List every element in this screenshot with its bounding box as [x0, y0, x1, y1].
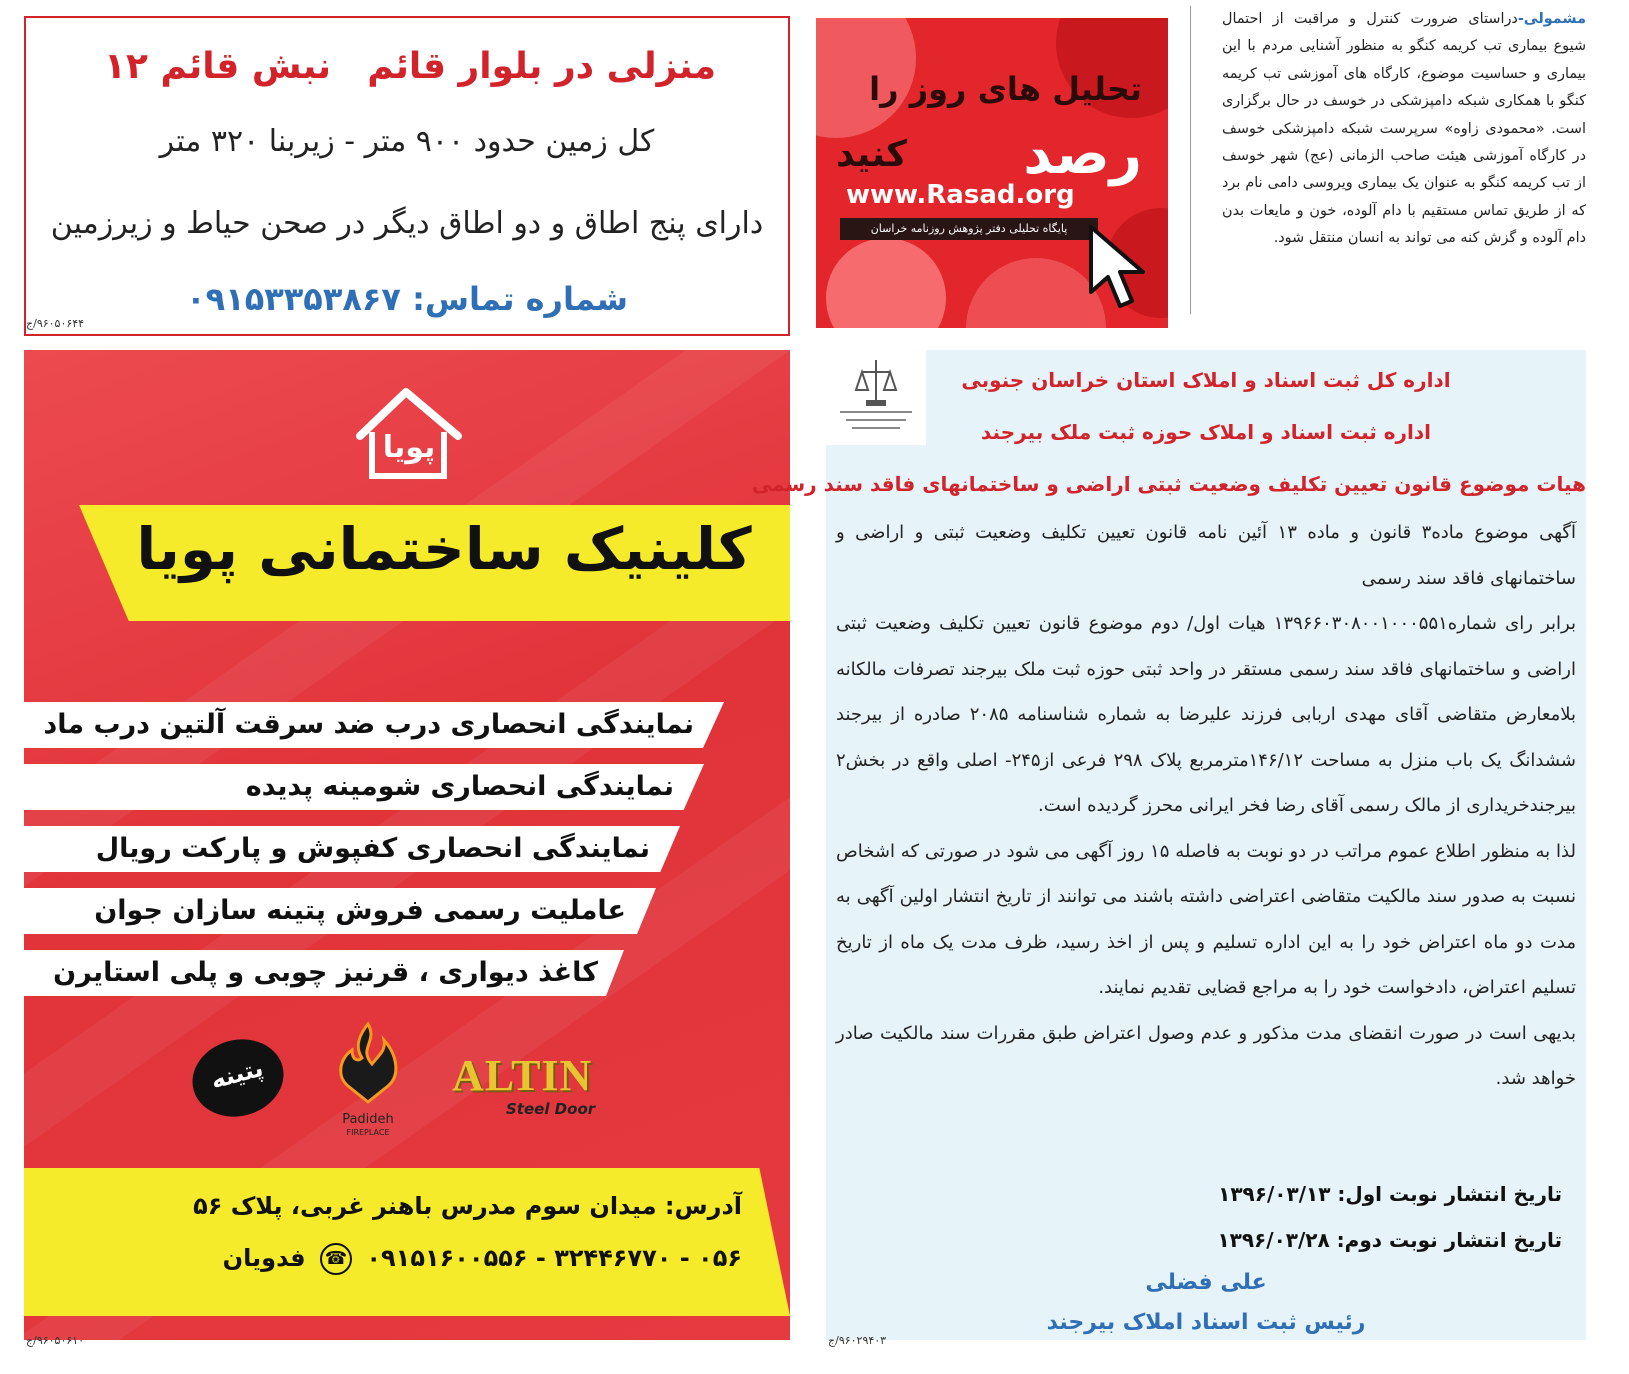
news-keyword: مشمولی-	[1517, 11, 1586, 27]
pooya-title: کلینیک ساختمانی پویا	[136, 515, 752, 583]
fireplace-flame-icon	[328, 1020, 408, 1110]
rasad-strip: پایگاه تحلیلی دفتر پژوهش روزنامه خراسان	[840, 218, 1098, 240]
patineh-logo	[184, 1029, 293, 1126]
news-text: دراستای ضرورت کنترل و مراقبت از احتمال شیوع بیماری تب کریمه کنگو به منظور آشنایی مردم با این بیماری و حساسیت موضوع، کارگاه های آموزشی تب کریمه کنگو با همکاری شبکه دامپزشکی در خوسف در حال برگزاری است. «محمودی زاوه» سرپرست شبکه دامپزشکی خوسف در کارگاه آموزشی هیئت صاحب الزمانی (عج) شهر خوسف از تب کریمه کنگو به عنوان یک بیماری ویروسی دامی نام برد که از طریق تماس مستقیم با دام آلوده، خون و مایعات بدن دام آلوده و گزش کنه می تواند به انسان منتقل شود.	[1222, 11, 1586, 247]
padideh-logo-sub: FIREPLACE	[346, 1128, 390, 1137]
notice-body	[836, 510, 1576, 1102]
column-divider	[1190, 6, 1191, 314]
rasad-word-suffix: کنید	[836, 134, 908, 175]
notice-paragraph: بدیهی است در صورت انقضای مدت مذکور و عدم وصول اعتراض طبق مقررات سند مالکیت صادر خواهد شد.	[836, 1022, 1576, 1089]
pooya-phones: ۰۵۶ - ۳۲۴۴۶۷۷۰ - ۰۹۱۵۱۶۰۰۵۵۶	[366, 1244, 742, 1272]
house-ad-area-line: کل زمین حدود ۹۰۰ متر - زیربنا ۳۲۰ متر	[159, 124, 655, 159]
notice-header-1: اداره کل ثبت اسناد و املاک استان خراسان جنوبی	[961, 368, 1451, 392]
pooya-ad	[24, 350, 790, 1340]
rasad-url[interactable]: www.Rasad.org	[846, 180, 1075, 210]
rasad-banner[interactable]	[816, 18, 1168, 328]
patineh-logo-text: پتینه	[207, 1053, 267, 1095]
service-item: کاغذ دیواری ، قرنیز چوبی و پلی استایرن	[53, 957, 598, 988]
mouse-pointer-icon	[1086, 222, 1156, 312]
registry-notice	[751, 350, 1586, 1340]
house-ad-title-location: منزلی در بلوار قائم	[367, 46, 716, 87]
pooya-contact-line	[223, 1243, 742, 1275]
news-item	[1222, 6, 1586, 302]
notice-code: ۹۶۰۲۹۴۰۳/ج	[828, 1334, 887, 1347]
service-item: نمایندگی انحصاری کفپوش و پارکت رویال	[95, 833, 650, 864]
pooya-ad-code: ۹۶۰۵۰۶۱۰/ج	[26, 1334, 85, 1347]
rasad-tagline: تحلیل های روز را	[869, 70, 1142, 108]
pooya-address: آدرس: میدان سوم مدرس باهنر غربی، پلاک ۵۶	[193, 1192, 742, 1220]
service-item: نمایندگی انحصاری شومینه پدیده	[245, 771, 674, 802]
house-ad-phone: شماره تماس: ۰۹۱۵۳۳۵۳۸۶۷	[186, 280, 628, 318]
phone-icon: ☎	[320, 1243, 352, 1275]
notice-signer-title: رئیس ثبت اسناد املاک بیرجند	[1046, 1310, 1366, 1335]
pooya-name: فدویان	[222, 1244, 306, 1272]
house-ad-code: ۹۶۰۵۰۶۴۴/ج	[26, 317, 85, 330]
pooya-logo-text: پویا	[382, 430, 436, 465]
house-ad-rooms-line: دارای پنج اطاق و دو اطاق دیگر در صحن حیاط و زیرزمین	[50, 206, 764, 241]
house-ad-title-corner: نبش قائم ۱۲	[104, 46, 331, 87]
rasad-word: رصد	[1023, 122, 1142, 187]
notice-date-second: تاریخ انتشار نوبت دوم: ۱۳۹۶/۰۳/۲۸	[1217, 1228, 1562, 1252]
altin-logo-sub: Steel Door	[506, 1100, 596, 1118]
notice-header-2: اداره ثبت اسناد و املاک حوزه ثبت ملک بیرجند	[980, 420, 1432, 444]
service-item: نمایندگی انحصاری درب ضد سرقت آلتین درب ماد	[43, 709, 694, 740]
notice-signer-name: علی فضلی	[1145, 1270, 1267, 1295]
service-item: عاملیت رسمی فروش پتینه سازان جوان	[94, 895, 626, 926]
notice-date-first: تاریخ انتشار نوبت اول: ۱۳۹۶/۰۳/۱۳	[1218, 1182, 1562, 1206]
notice-paragraph: برابر رای شماره۱۳۹۶۶۰۳۰۸۰۰۱۰۰۰۵۵۱ هیات اول/ دوم موضوع قانون تعیین تکلیف وضعیت ثبتی اراضی و ساختمانهای فاقد سند رسمی مستقر در واحد ثبتی حوزه ثبت ملک بیرجند تصرفات مالکانه بلامعارض متقاضی آقای مهدی اربابی فرزند علیرضا به شماره شناسنامه ۲۰۸۵ صادره از بیرجند ششدانگ یک باب منزل به مساحت ۱۴۶/۱۲مترمربع پلاک ۲۹۸ فرعی از۲۴۵- اصلی واقع در بخش۲ بیرجندخریداری از مالک رسمی آقای رضا فخر ایرانی محرز گردیده است.	[836, 613, 1576, 816]
notice-paragraph: آگهی موضوع ماده۳ قانون و ماده ۱۳ آئین نامه قانون تعیین تکلیف وضعیت ثبتی و اراضی و ساختمانهای فاقد سند رسمی	[836, 522, 1576, 589]
house-sale-ad	[24, 16, 790, 336]
contact-band	[24, 1168, 790, 1316]
padideh-logo-text: Padideh	[342, 1112, 394, 1127]
notice-paragraph: لذا به منظور اطلاع عموم مراتب در دو نوبت به فاصله ۱۵ روز آگهی می شود در صورتی که اشخاص نسبت به صدور سند مالکیت متقاضی اعتراضی داشته باشند می توانند از تاریخ انتشار اولین آگهی به مدت دو ماه اعتراض خود را به این اداره تسلیم و پس از اخذ رسید، ظرف مدت یک ماه از تاریخ تسلیم اعتراض، دادخواست خود را به مراجع قضایی تقدیم نمایند.	[836, 840, 1576, 998]
altin-logo-text: ALTIN	[452, 1051, 593, 1100]
notice-header-3: هیات موضوع قانون تعیین تکلیف وضعیت ثبتی اراضی و ساختمانهای فاقد سند رسمی	[751, 472, 1586, 496]
